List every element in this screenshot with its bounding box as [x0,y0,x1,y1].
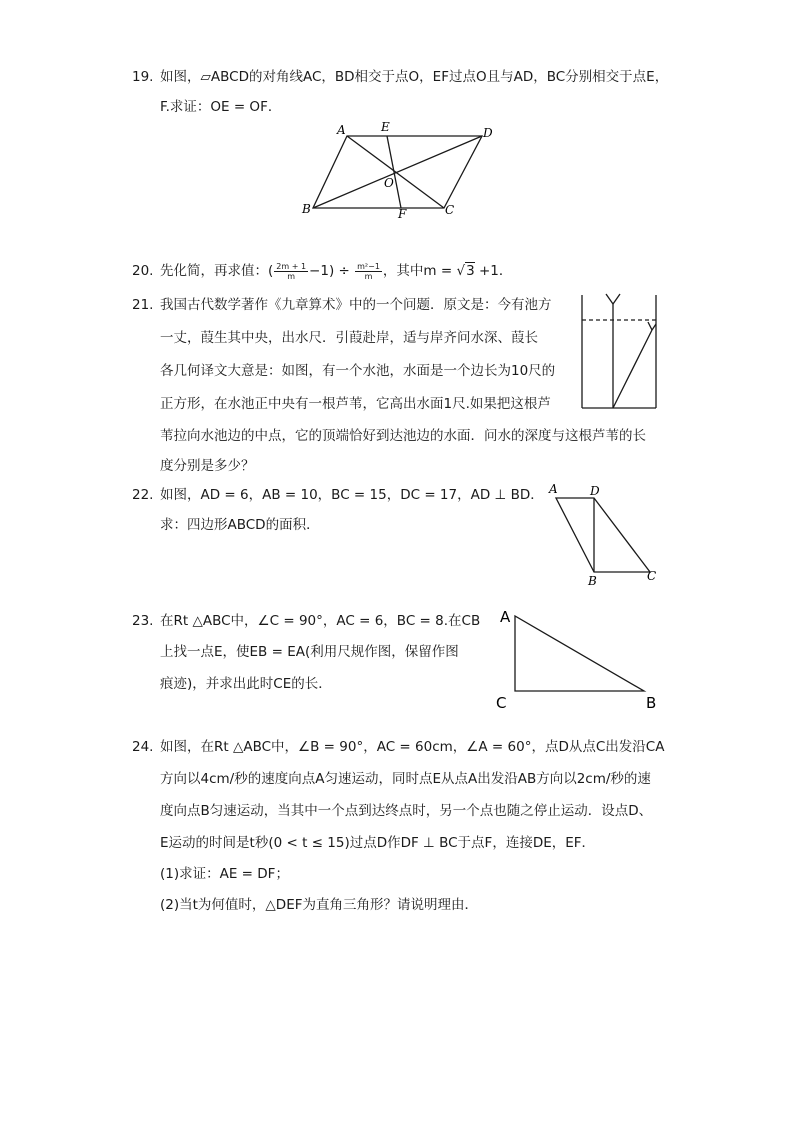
label-b: B [588,574,597,588]
parallelogram-figure [295,118,505,223]
label-a: A [337,123,346,137]
question-text-line: 一丈，葭生其中央，出水尺．引葭赴岸，适与岸齐问水深、葭长 [160,330,538,346]
label-o: O [384,176,394,190]
question-text-line: 求：四边形ABCD的面积． [160,517,320,533]
text-middle: −1) ÷ [309,263,350,279]
question-text-line: 痕迹)，并求出此时CE的长． [160,676,332,692]
text-post: ，其中m = [382,263,457,279]
question-subpart: (2)当t为何值时，△DEF为直角三角形？请说明理由． [160,897,478,913]
question-text-line [160,258,512,284]
question-text-line: 我国古代数学著作《九章算术》中的一个问题．原文是：今有池方 [160,297,552,313]
question-text-line: 如图，在Rt △ABC中，∠B = 90°，AC = 60cm，∠A = 60°，点D从点C出发沿CA [160,739,665,755]
question-number: 19. [132,69,154,85]
question-text-line: F.求证：OE = OF． [160,99,282,115]
question-text-line: 度向点B匀速运动，当其中一个点到达终点时，另一个点也随之停止运动．设点D、 [160,803,653,819]
fraction-denominator: m [364,271,373,281]
sqrt-radicand: 3 [466,263,475,279]
sqrt-sign: √ [456,263,466,279]
reed-tip-left [606,294,613,304]
label-c: C [445,203,455,217]
fraction-numerator: m²−1 [357,261,380,271]
question-text-line: 在Rt △ABC中，∠C = 90°，AC = 6，BC = 8.在CB [160,613,481,629]
question-number: 24. [132,739,154,755]
label-a: A [549,482,558,496]
question-number: 20. [132,263,154,279]
label-f: F [398,207,407,221]
label-c: C [496,694,507,712]
label-b: B [302,202,311,216]
text-end: +1． [474,263,513,279]
quadrilateral-figure [542,478,664,590]
fraction-numerator: 2m + 1 [276,261,307,271]
fraction-2 [355,262,382,281]
question-number: 21. [132,297,154,313]
reed-tip-right [613,294,620,304]
question-text-line: 各几何译文大意是：如图，有一个水池，水面是一个边长为10尺的 [160,363,556,379]
question-number: 23. [132,613,154,629]
fraction-denominator: m [287,271,296,281]
label-d: D [590,484,600,498]
question-text-line: 如图，AD = 6，AB = 10，BC = 15，DC = 17，AD ⊥ BD． [160,487,544,503]
label-d: D [483,126,493,140]
diagonal-bd [313,136,482,208]
question-text-line: 方向以4cm/秒的速度向点A匀速运动，同时点E从点A出发沿AB方向以2cm/秒的速 [160,771,651,787]
reed-slanted [613,330,652,408]
question-text-line: 苇拉向水池边的中点，它的顶端恰好到达池边的水面．问水的深度与这根芦苇的长 [160,428,646,444]
slanted-tip-a [648,322,652,330]
right-triangle-figure [494,602,664,714]
label-b: B [646,694,657,712]
label-a: A [500,608,511,626]
fraction-1 [274,262,308,281]
question-text-line: 上找一点E，使EB = EA(利用尺规作图，保留作图 [160,644,459,660]
question-text-line: E运动的时间是t秒(0 < t ≤ 15)过点D作DF ⊥ BC于点F，连接DE，EF． [160,835,596,851]
question-text-line: 度分别是多少？ [160,458,255,474]
diagonal-ac [347,136,444,208]
pond-figure [578,290,662,412]
question-subpart: (1)求证：AE = DF； [160,866,289,882]
triangle-shape [515,616,644,691]
question-text-line: 正方形，在水池正中央有一根芦苇，它高出水面1尺.如果把这根芦 [160,396,551,412]
quadrilateral-shape [556,498,650,572]
question-number: 22. [132,487,154,503]
question-text-line: 如图，▱ABCD的对角线AC，BD相交于点O，EF过点O且与AD，BC分别相交于点E， [160,69,669,85]
text-prefix: 先化简，再求值：( [160,263,274,279]
label-e: E [381,120,390,134]
label-c: C [647,569,657,583]
